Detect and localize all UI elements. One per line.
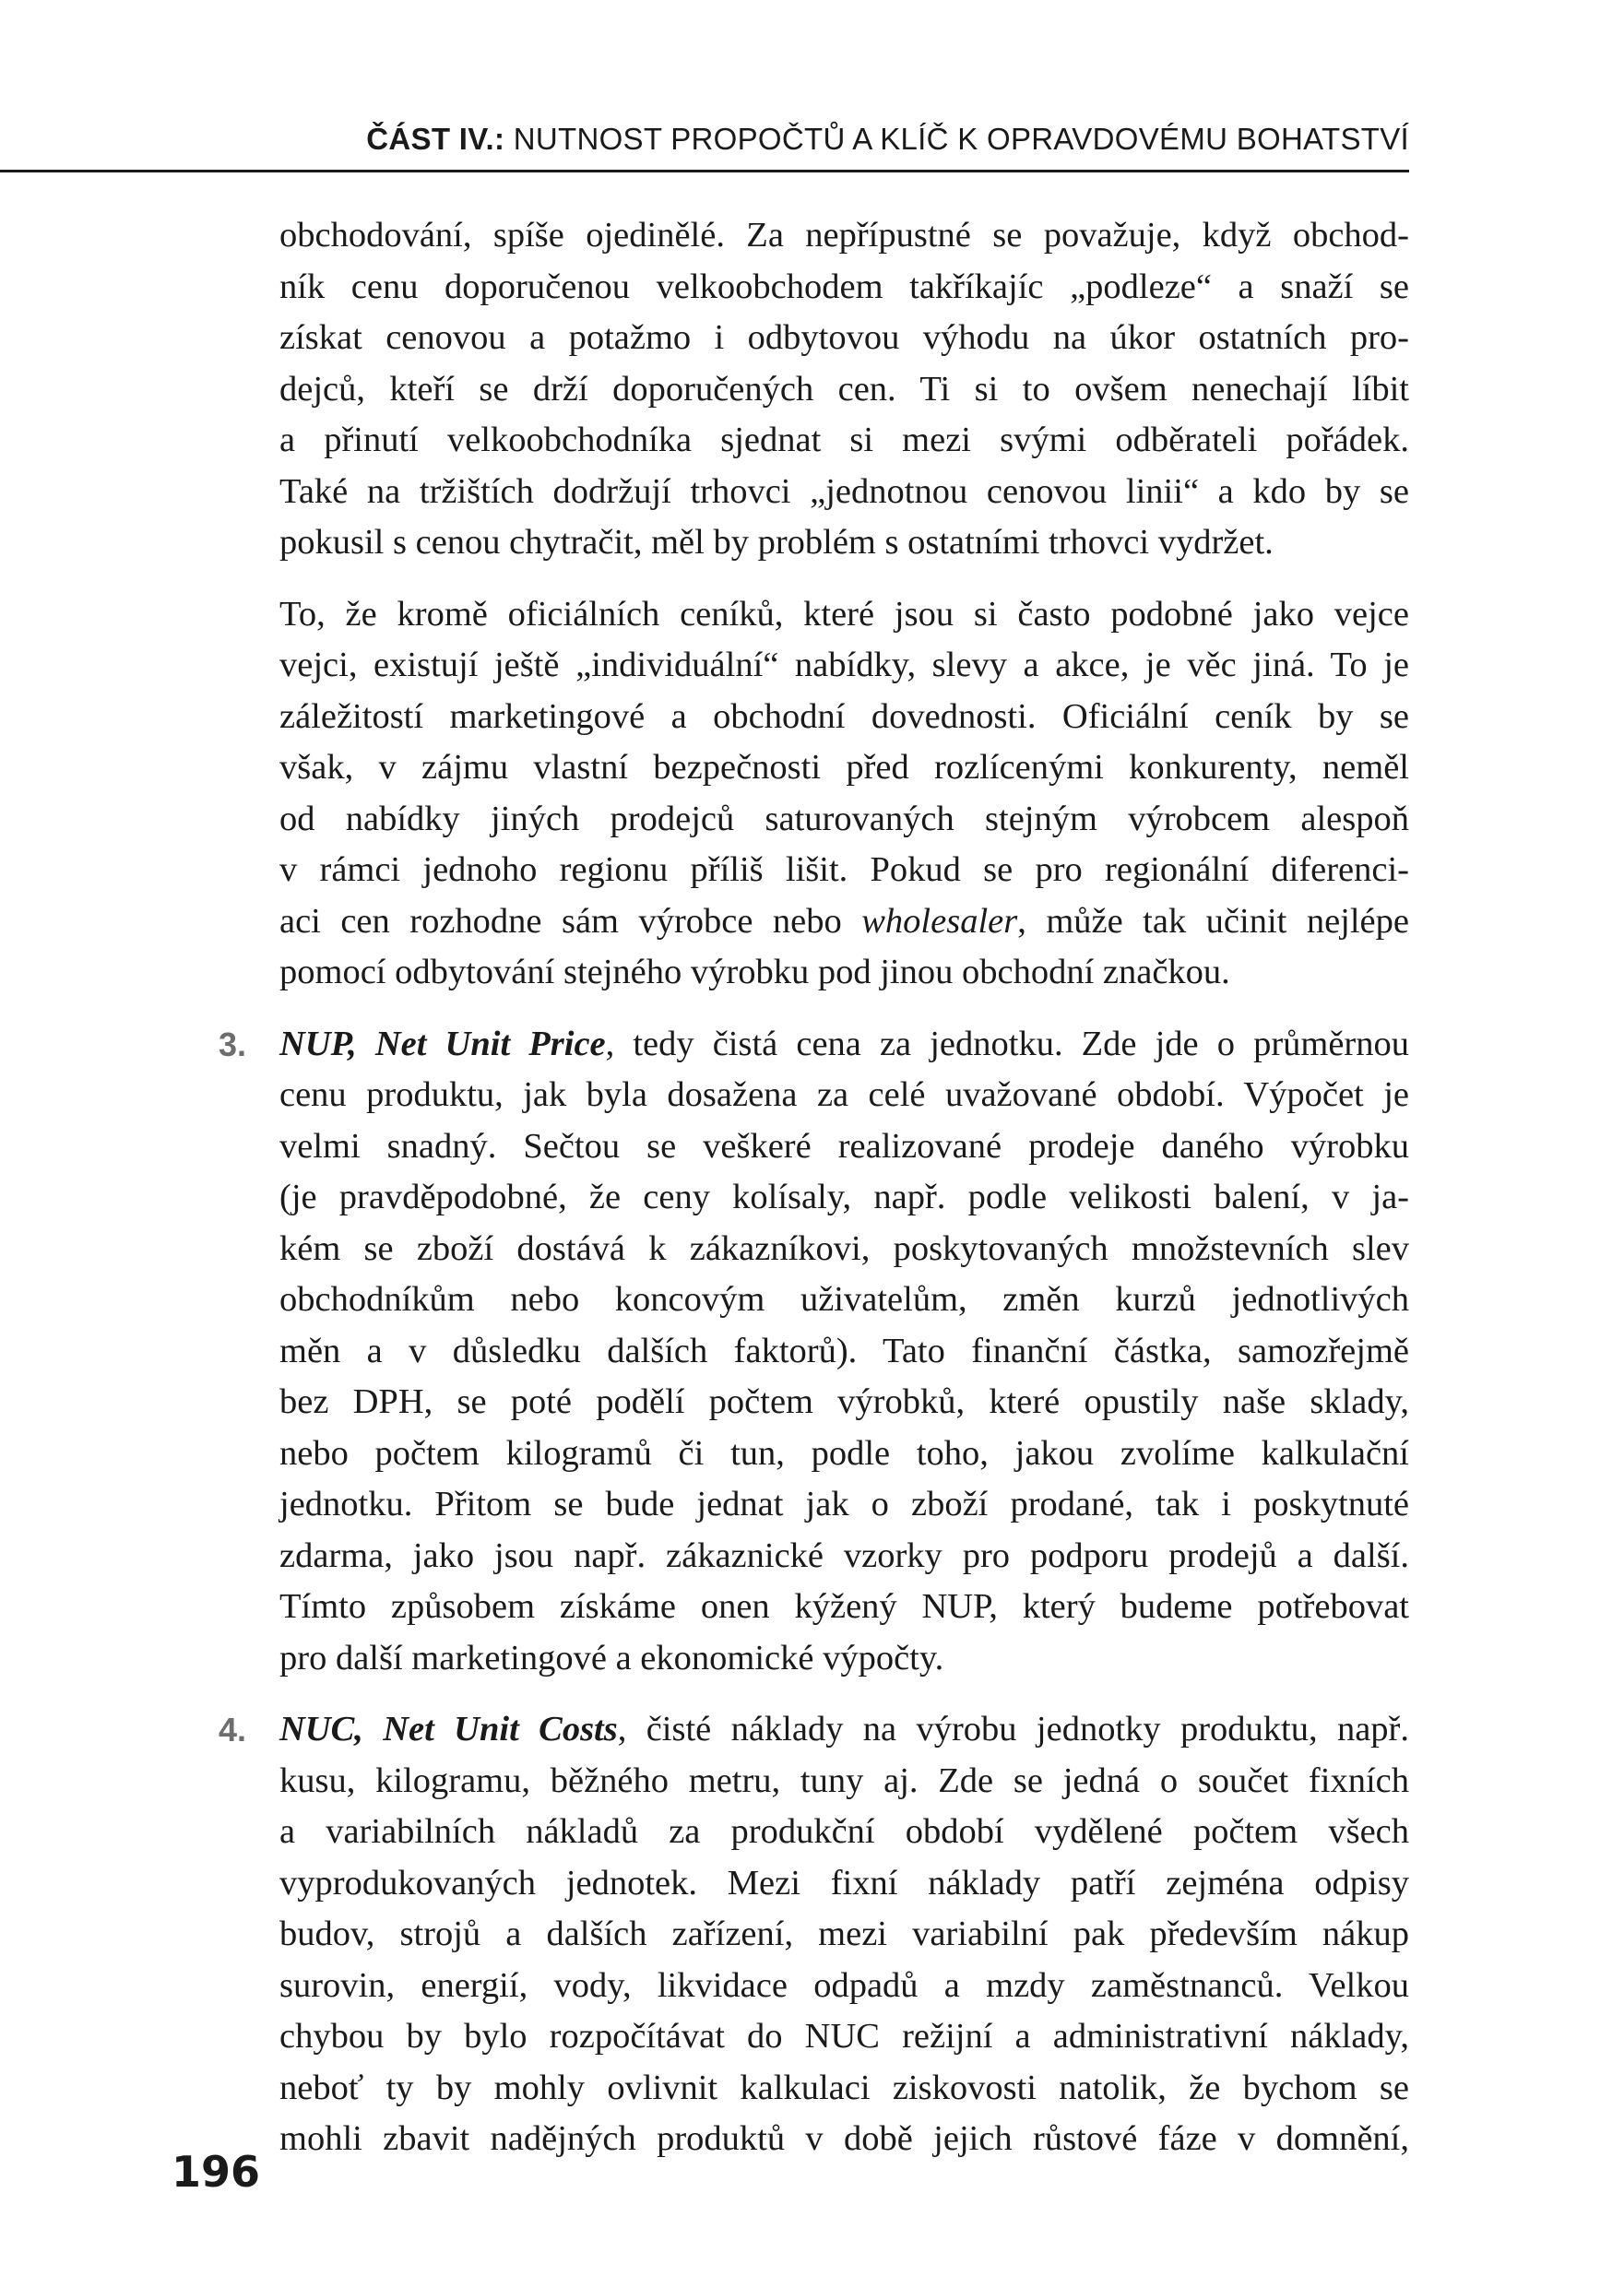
text-segment: aci cen rozhodne sám výrobce nebo xyxy=(279,901,862,941)
text-line: surovin, energií, vody, likvidace odpadů a mzdy zaměstnanců. Velkou xyxy=(279,1965,1409,2005)
text-line: zdarma, jako jsou např. zákaznické vzorky pro podporu prodejů a další. xyxy=(279,1535,1409,1575)
text-line xyxy=(279,1019,1409,1071)
text-line: obchodování, spíše ojedinělé. Za nepřípustné se považuje, když obchod- xyxy=(279,216,1409,255)
text-segment: , čisté náklady na výrobu jednotky produktu, např. xyxy=(617,1710,1409,1749)
text-line: Také na tržištích dodržují trhovci „jednotnou cenovou linii“ a kdo by se xyxy=(279,471,1409,511)
text-segment: , může tak učinit nejlépe xyxy=(1017,901,1409,941)
text-line: pro další marketingové a ekonomické výpočty. xyxy=(279,1638,944,1677)
text-line: obchodníkům nebo koncovým uživatelům, změn kurzů jednotlivých xyxy=(279,1280,1409,1319)
text-line: vyprodukovaných jednotek. Mezi fixní náklady patří zejména odpisy xyxy=(279,1863,1409,1903)
italic-term-wholesaler: wholesaler xyxy=(861,901,1018,941)
text-line: v rámci jednoho regionu příliš lišit. Pokud se pro regionální diferenci- xyxy=(279,850,1409,889)
text-line: Tímto způsobem získáme onen kýžený NUP, který budeme potřebovat xyxy=(279,1587,1409,1626)
text-line xyxy=(279,1704,1409,1756)
text-line: (je pravděpodobné, že ceny kolísaly, např. podle velikosti balení, v ja- xyxy=(279,1178,1409,1216)
list-item-4 xyxy=(219,1704,1409,2165)
text-line xyxy=(279,896,1409,948)
text-line: velmi snadný. Sečtou se veškeré realizované prodeje daného výrobku xyxy=(279,1126,1409,1166)
text-line: měn a v důsledku dalších faktorů). Tato finanční částka, samozřejmě xyxy=(279,1331,1409,1370)
defined-term: NUP, Net Unit Price xyxy=(279,1024,606,1063)
text-line: a přinutí velkoobchodníka sjednat si mezi svými odběrateli pořádek. xyxy=(279,421,1409,459)
text-line: pokusil s cenou chytračit, měl by problém s ostatními trhovci vydržet. xyxy=(279,523,1274,562)
text-line: získat cenovou a potažmo i odbytovou výhodu na úkor ostatních pro- xyxy=(279,318,1409,357)
text-line: nebo počtem kilogramů či tun, podle toho, jakou zvolíme kalkulační xyxy=(279,1433,1409,1473)
text-segment: , tedy čistá cena za jednotku. Zde jde o průměrnou xyxy=(605,1024,1409,1063)
text-line: bez DPH, se poté podělí počtem výrobků, které opustily naše sklady, xyxy=(279,1382,1409,1421)
part-title: NUTNOST PROPOČTŮ A KLÍČ K OPRAVDOVÉMU BOHATSTVÍ xyxy=(504,122,1409,156)
text-line: neboť ty by mohly ovlivnit kalkulaci ziskovosti natolik, že bychom se xyxy=(279,2068,1409,2107)
text-line: dejců, kteří se drží doporučených cen. Ti si to ovšem nenechají líbit xyxy=(279,369,1409,409)
paragraph-1 xyxy=(279,210,1409,569)
text-line: od nabídky jiných prodejců saturovaných stejným výrobcem alespoň xyxy=(279,799,1409,838)
text-line: mohli zbavit nadějných produktů v době jejich růstové fáze v domnění, xyxy=(279,2119,1409,2158)
text-line: záležitostí marketingové a obchodní dovednosti. Oficiální ceník by se xyxy=(279,696,1409,736)
running-header-text xyxy=(366,122,1409,157)
text-line: cenu produktu, jak byla dosažena za celé uvažované období. Výpočet je xyxy=(279,1075,1409,1114)
list-number: 3. xyxy=(219,1025,247,1063)
text-line: pomocí odbytování stejného výrobku pod jinou obchodní značkou. xyxy=(279,953,1230,991)
text-line: budov, strojů a dalších zařízení, mezi variabilní pak především nákup xyxy=(279,1915,1409,1953)
text-line: však, v zájmu vlastní bezpečnosti před rozlícenými konkurenty, neměl xyxy=(279,748,1409,787)
text-line: chybou by bylo rozpočítávat do NUC režijní a administrativní náklady, xyxy=(279,2017,1409,2056)
text-line: kém se zboží dostává k zákazníkovi, poskytovaných množstevních slev xyxy=(279,1228,1409,1268)
list-number: 4. xyxy=(219,1711,247,1749)
text-line: To, že kromě oficiálních ceníků, které jsou si často podobné jako vejce xyxy=(279,594,1409,634)
defined-term: NUC, Net Unit Costs xyxy=(279,1710,618,1749)
text-line: vejci, existují ještě „individuální“ nabídky, slevy a akce, je věc jiná. To je xyxy=(279,646,1409,684)
part-label: ČÁST IV.: xyxy=(366,122,505,156)
text-line: kusu, kilogramu, běžného metru, tuny aj. Zde se jedná o součet fixních xyxy=(279,1760,1409,1800)
text-line: jednotku. Přitom se bude jednat jak o zboží prodané, tak i poskytnuté xyxy=(279,1485,1409,1523)
page-body xyxy=(219,210,1409,2186)
paragraph-2 xyxy=(279,589,1409,999)
text-line: a variabilních nákladů za produkční období vydělené počtem všech xyxy=(279,1812,1409,1851)
list-item-3 xyxy=(219,1019,1409,1685)
page-number: 196 xyxy=(172,2147,261,2197)
text-line: ník cenu doporučenou velkoobchodem takříkajíc „podleze“ a snaží se xyxy=(279,267,1409,306)
running-header xyxy=(0,109,1409,172)
